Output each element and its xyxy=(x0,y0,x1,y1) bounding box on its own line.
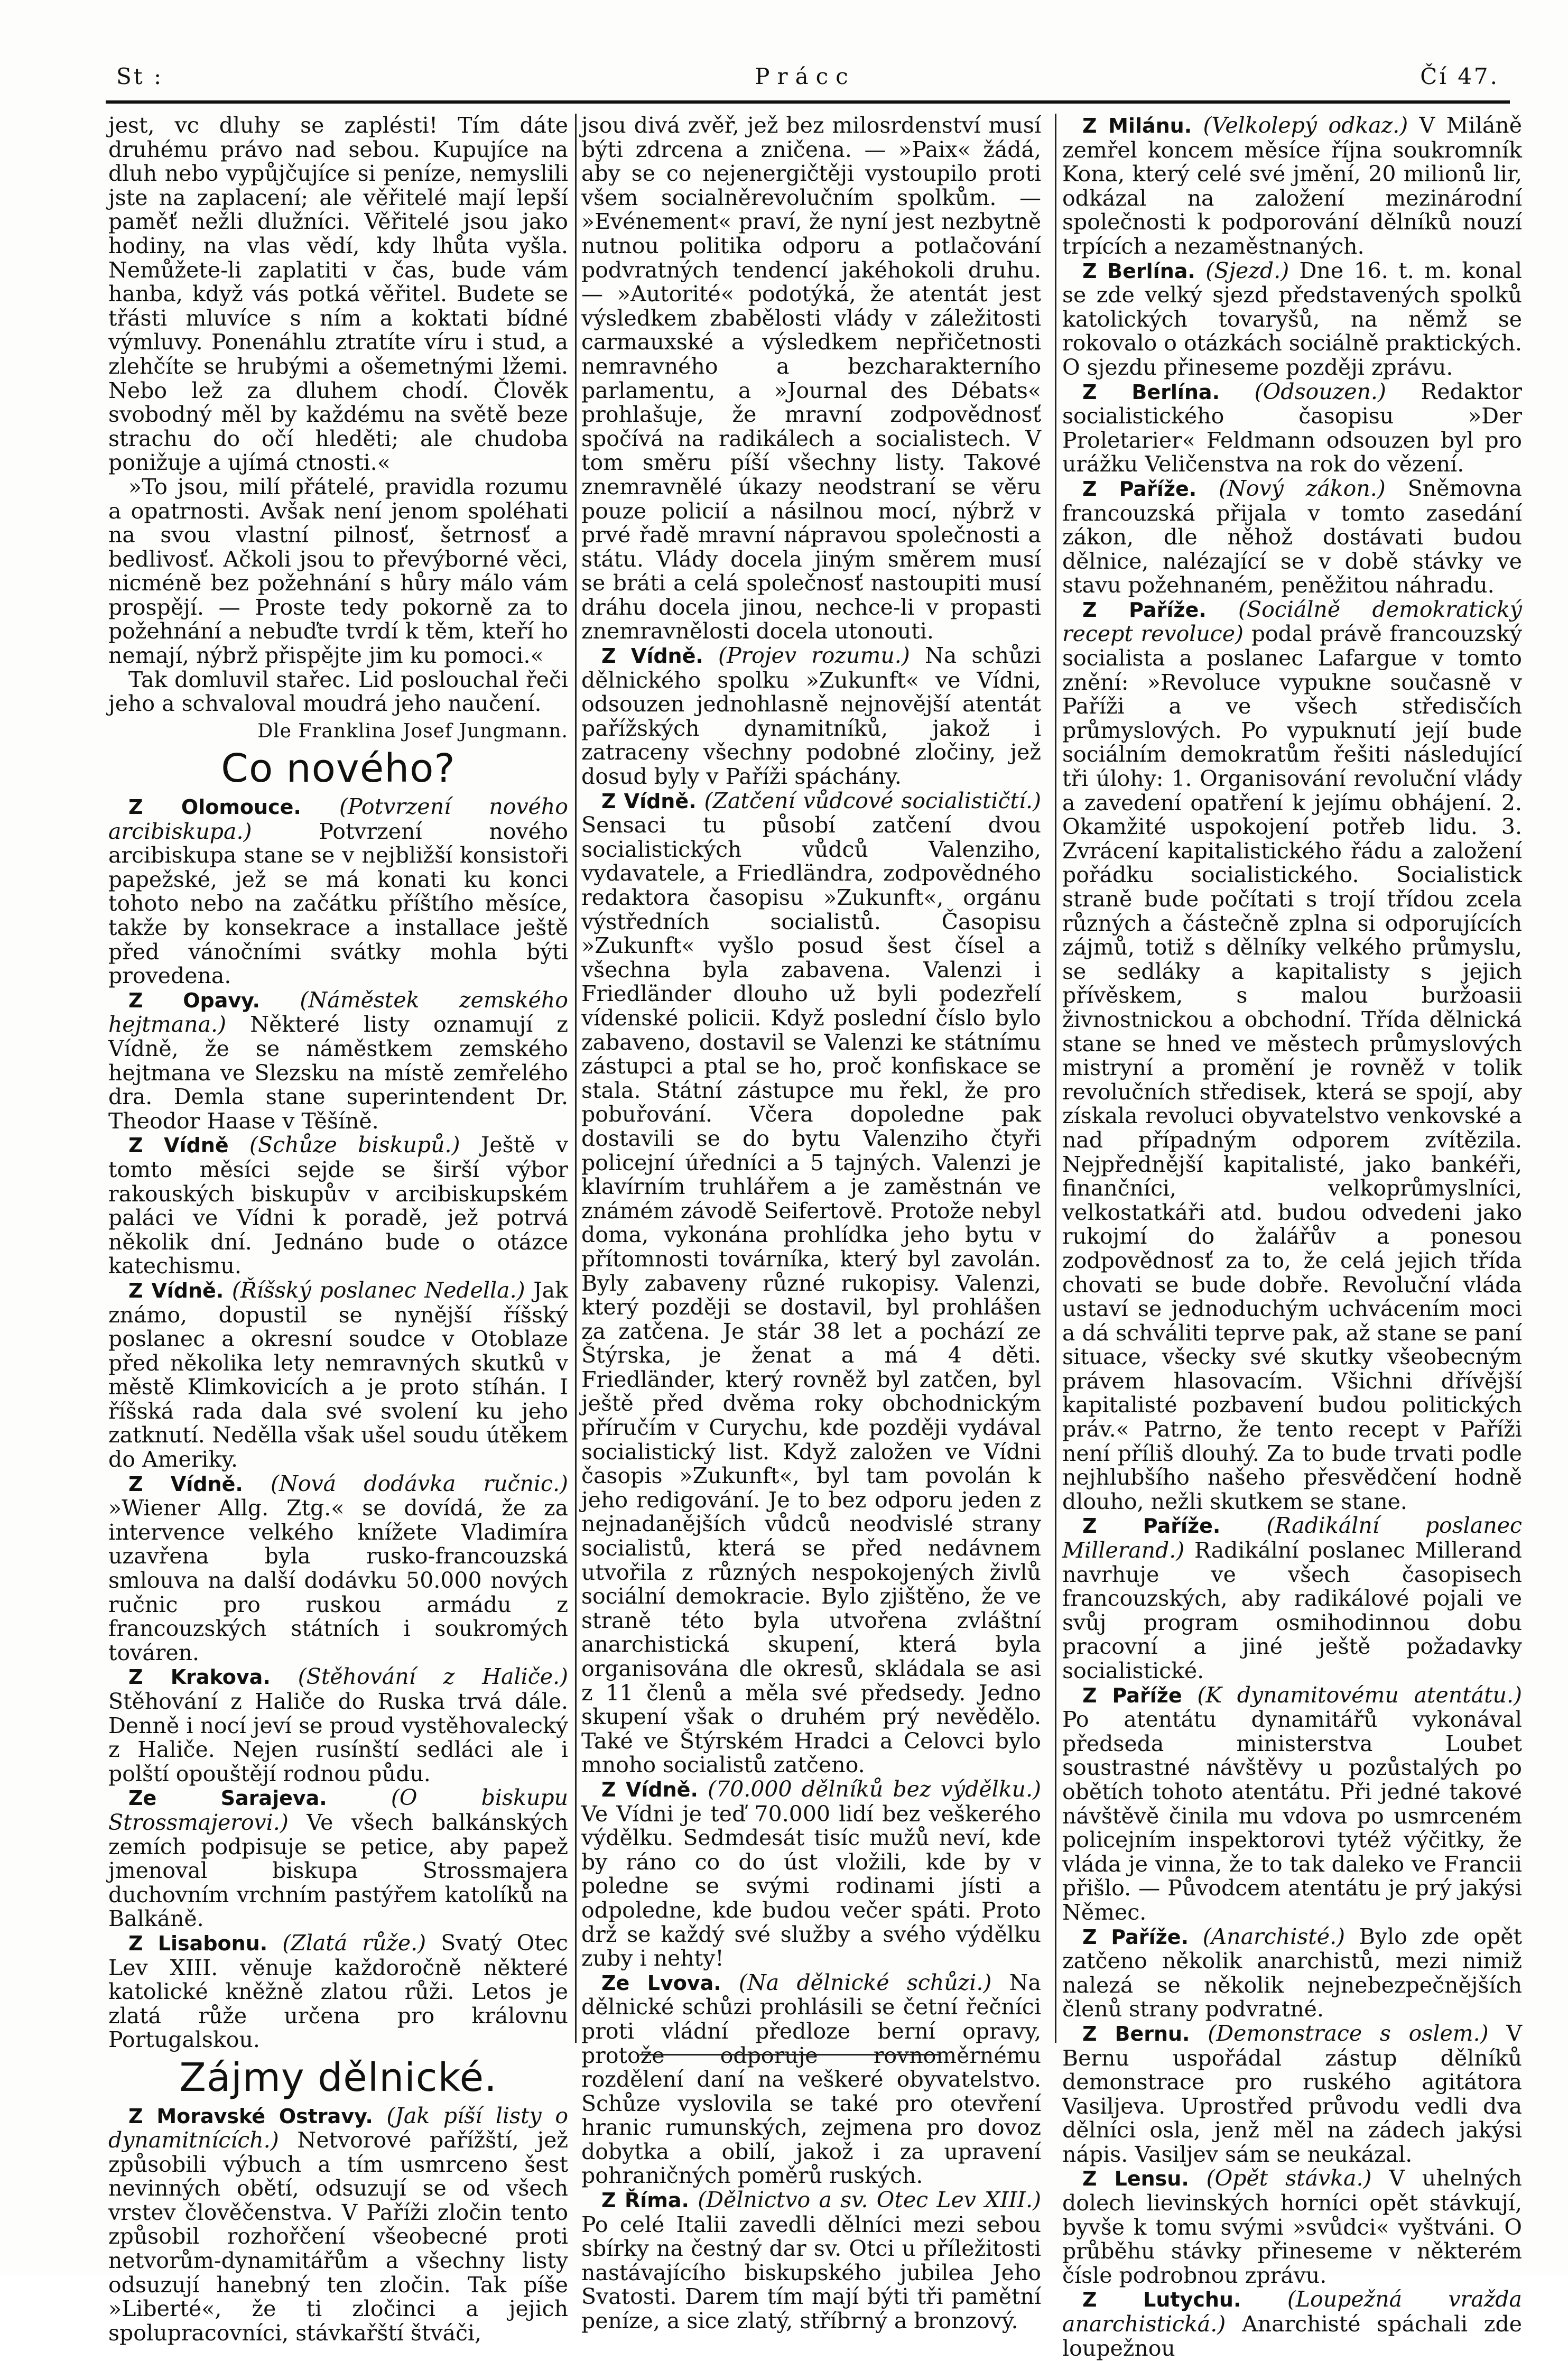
news-item xyxy=(1062,477,1522,598)
news-text: Po atentátu dynamitářů vykonával předseda ministerstva Loubet soustrastné návštěvy u pozůstalých po obětích tohoto atentátu. Při jedné takové návštěvě činila mu vdova po usmrceném policejním inspektorovi tytéž výčitky, že vláda je vinna, že to tak daleko ve Francii přišlo. — Původcem atentátu je prý jakýsi Němec. xyxy=(1062,1707,1522,1925)
news-item xyxy=(581,644,1041,789)
news-subtitle: (Radikální poslanec Millerand.) xyxy=(1062,1513,1522,1563)
news-item xyxy=(1062,2288,1522,2360)
news-place: Z Vídně. xyxy=(601,789,697,813)
news-item xyxy=(1062,1925,1522,2022)
news-text: Redaktor socialistického časopisu »Der Proletarier« Feldmann odsouzen byl pro urážku Veličenstva na rok do vězení. xyxy=(1062,378,1522,477)
story-credit: Dle Franklina Josef Jungmann. xyxy=(257,720,568,742)
news-text: Po celé Italii zavedli dělníci mezi sebou sbírky na čestný dar sv. Otci u příležitosti nastávajícího biskupského jubilea Jeho Svatosti. Darem tím mají býti tři pamětní peníze, a sice zlatý, stříbrný a bronzový. xyxy=(581,2211,1041,2334)
news-subtitle: (Nový zákon.) xyxy=(1219,475,1386,501)
news-place: Z Vídně. xyxy=(601,644,703,668)
news-subtitle: (Říšský poslanec Nedella.) xyxy=(231,1277,525,1303)
news-place: Z Vídně. xyxy=(128,1279,224,1302)
news-item xyxy=(108,795,568,988)
news-place: Z Opavy. xyxy=(128,988,260,1012)
news-text: Sensaci tu působí zatčení dvou socialistických vůdců Valenziho, vydavatele, a Friedländra, zodpovědného redaktora časopisu »Zukunft«, orgánu výstředních socialistů. Časopisu »Zukunft« vyšlo posud šest čísel a všechna byla zabavena. Valenzi i Friedländer dlouho už byli podezřelí vídenské policii. Když poslední číslo bylo zabaveno, dostavil se Valenzi ke státnímu zástupci a ptal se ho, proč konfiskace se stala. Státní zástupce mu řekl, že pro pobuřování. Včera dopoledne pak dostavili se do bytu Valenziho čtyři policejní úředníci a 5 tajných. Valenzi je klavírním truhlářem a je zaměstnán ve známém závodě Seifertově. Protože nebyl doma, vykonána prohlídka jeho bytu v přítomnosti továrníka, který byl zavolán. Byly zabaveny různé rukopisy. Valenzi, který později se dostavil, byl prohlášen za zatčena. Je stár 38 let a pochází ze Štýrska, je ženat a má 4 děti. Friedländer, který rovněž byl zatčen, byl ještě před dvěma roky obchodnickým příručím v Curychu, kde později vydával socialistický list. Když založen ve Vídni časopis »Zukunft«, byl tam povolán k jeho redigování. Je to bez odporu jeden z nejnadanějších vůdců neodvislé strany socialistů, která se před nedávnem utvořila z různých nespokojených živlů sociální demokracie. Bylo zjištěno, že ve straně této byla utvořena zvláštní anarchistická skupení, která byla organisována dle okresů, skládala se asi z 11 členů a měla své předsedy. Jedno skupení však o druhém prý nevědělo. Také ve Štýrském Hradci a Celovci bylo mnoho socialistů zatčeno. xyxy=(581,812,1041,1778)
news-place: Z Lisabonu. xyxy=(128,1931,268,1955)
column-3 xyxy=(1062,114,1522,2360)
news-item xyxy=(581,1971,1041,2188)
news-subtitle: (Schůze biskupů.) xyxy=(249,1132,460,1158)
news-text: Některé listy oznamují z Vídně, že se náměstkem zemského hejtmana ve Slezsku na místě zemřelého dra. Demla stane superintendent Dr. Theodor Haase v Těšíně. xyxy=(108,1012,568,1134)
section-heading-labor: Zájmy dělnické. xyxy=(179,2054,497,2100)
newspaper-title: Prácc xyxy=(755,63,856,89)
news-item xyxy=(108,1279,568,1472)
news-subtitle: (O biskupu Strossmajerovi.) xyxy=(108,1785,568,1835)
news-subtitle: (Zlatá růže.) xyxy=(282,1930,426,1956)
news-text: V Bernu uspořádal zástup dělníků demonstrace pro ruského agitátora Vasiljeva. Uprostřed průvodu vedli dva dělníci osla, jenž měl na zádech jakýsi nápis. Vasiljev sám se neukázal. xyxy=(1062,2020,1522,2167)
news-place: Z Vídně. xyxy=(601,1777,698,1801)
news-place: Z Bernu. xyxy=(1082,2022,1190,2045)
column-divider xyxy=(575,114,577,2043)
column-2 xyxy=(581,114,1041,2334)
column-1 xyxy=(108,114,568,2345)
news-item xyxy=(108,2104,568,2346)
news-place: Z Vídně. xyxy=(128,1472,243,1496)
news-place: Z Berlína. xyxy=(1082,380,1220,404)
news-subtitle: (Odsouzen.) xyxy=(1254,378,1386,404)
news-item xyxy=(108,1931,568,2052)
news-place: Z Berlína. xyxy=(1082,259,1195,283)
news-place: Z Krakova. xyxy=(128,1665,271,1689)
news-place: Z Lutychu. xyxy=(1082,2288,1241,2312)
news-text: V uhelných dolech lievinských horníci opět stávkují, byvše k tomu svými »svůdci« vyštváni. O průběhu stávky přineseme v některém čísle podrobnou zprávu. xyxy=(1062,2165,1522,2288)
news-item xyxy=(108,1786,568,1931)
news-place: Z Paříže xyxy=(1082,1683,1182,1707)
news-text: Svatý Otec Lev XIII. věnuje každoročně některé katolické kněžně zlatou růži. Letos je zlatá růže určena pro královnu Portugalskou. xyxy=(108,1930,568,2053)
news-subtitle: (Na dělnické schůzi.) xyxy=(738,1969,992,1995)
story-paragraph: »To jsou, milí přátelé, pravidla rozumu a opatrnosti. Avšak není jenom spoléhati na svou vlastní pilnosť, šetrnosť a bedlivosť. Ačkoli jsou to převýborné věci, nicméně bez požehnání s hůry málo vám prospějí. — Proste tedy pokorně za to požehnání a nebuďte tvrdí k těm, kteří ho nemají, nýbrž přispějte jim ku pomoci.« xyxy=(108,474,568,669)
news-subtitle: (Velkolepý odkaz.) xyxy=(1203,113,1408,138)
end-rule xyxy=(639,2054,941,2056)
news-subtitle: (Sjezd.) xyxy=(1205,257,1289,283)
news-place: Z Paříže. xyxy=(1082,1925,1189,1949)
news-subtitle: (Náměstek zemského hejtmana.) xyxy=(108,987,568,1038)
news-text: Na dělnické schůzi prohlásili se četní řečníci proti vládní předloze berní opravy, protože odporuje rovnoměrnému rozdělení daní na veškeré obyvatelstvo. Schůze vyslovila se také pro otevření hranic rumunských, zejmena pro dovoz dobytka a obilí, jakož i za upravení pohraničných poměrů ruských. xyxy=(581,1969,1041,2189)
news-item xyxy=(581,2188,1041,2334)
news-item xyxy=(1062,259,1522,380)
news-item xyxy=(581,1777,1041,1971)
news-text: Ještě v tomto měsíci sejde se širší výbor rakouských biskupův v arcibiskupském paláci ve Vídni k poradě, jež potrvá několik dní. Jednáno bude o otázce katechismu. xyxy=(108,1132,568,1279)
news-text: Potvrzení nového arcibiskupa stane se v nejbližší konsistoři papežské, jež se má konati ku konci tohoto nebo na začátku příštího měsíce, takže by konsekrace a installace ještě před vánočními svátky mohla býti provedena. xyxy=(108,818,568,989)
news-text: Stěhování z Haliče do Ruska trvá dále. Denně i nocí jeví se proud vystěhovalecký z Haliče. Nejen rusínští sedláci ale i polští opouštějí rodnou půdu. xyxy=(108,1689,568,1786)
news-text: »Wiener Allg. Ztg.« se dovídá, že za intervence velkého knížete Vladimíra uzavřena byla rusko-francouzská smlouva na další dodávku 50.000 nových ručnic pro ruskou armádu z francouzských státních i soukromých továren. xyxy=(108,1495,568,1665)
news-item xyxy=(1062,2022,1522,2167)
news-item xyxy=(1062,2166,1522,2288)
news-item xyxy=(581,789,1041,1777)
news-item xyxy=(108,988,568,1134)
news-place: Z Paříže. xyxy=(1082,1514,1221,1538)
news-subtitle: (Jak píší listy o dynamitnících.) xyxy=(108,2103,568,2153)
news-subtitle: (Opět stávka.) xyxy=(1206,2165,1372,2191)
news-text: Anarchisté spáchali zde loupežnou xyxy=(1062,2311,1522,2361)
news-text: Dne 16. t. m. konal se zde velký sjezd představených spolků katolických tovaryšů, na němž se rokovalo o otázkách sociálně praktických. O sjezdu přineseme později zprávu. xyxy=(1062,257,1523,380)
news-item xyxy=(1062,598,1522,1514)
news-place: Z Lensu. xyxy=(1082,2167,1189,2191)
news-item xyxy=(108,1665,568,1786)
news-subtitle: (Stěhování z Haliče.) xyxy=(298,1664,568,1690)
news-place: Ze Lvova. xyxy=(601,1971,721,1995)
story-paragraph: Tak domluvil stařec. Lid poslouchal řeči jeho a schvaloval moudrá jeho naučení. xyxy=(108,666,568,717)
news-text: V Miláně zemřel koncem měsíce října soukromník Kona, který celé své jmění, 20 milionů lir, odkázal na založení mezinárodní společnosti k podporování dělníků nouzí trpících a nezaměstnaných. xyxy=(1062,113,1522,259)
news-subtitle: (Demonstrace s oslem.) xyxy=(1208,2020,1489,2046)
news-item xyxy=(108,1133,568,1279)
story-paragraph: jest, vc dluhy se zaplésti! Tím dáte druhému právo nad sebou. Kupujíce na dluh nebo vypůjčujíce si peníze, nemyslili jste na zaplacení; ale věřitelé mají lepší paměť nežli dlužníci. Věřitelé jsou jako hodiny, na vlas vědí, kdy lhůta vyšla. Nemůžete-li zaplatiti v čas, bude vám hanba, když vás potká věřitel. Budete se třásti mluvíce s ním a koktati bídné výmluvy. Ponenáhlu ztratíte víru i stud, a zlehčíte se hrubými a ošemetnými lžemi. Nebo lež za dluhem chodí. Člověk svobodný měl by každému na světě beze strachu do očí hleděti; ale chudoba ponižuje a ujímá ctnosti.« xyxy=(108,113,568,476)
news-text: Bylo zde opět zatčeno několik anarchistů, mezi nimiž nalezá se několik nejnebezpečnějších členů strany podvratné. xyxy=(1062,1923,1522,2022)
page-header xyxy=(106,63,1505,100)
section-heading-news: Co nového? xyxy=(221,746,456,792)
news-subtitle: (Anarchisté.) xyxy=(1202,1923,1346,1949)
issue-number: Čí 47. xyxy=(1420,63,1499,89)
news-place: Z Paříže. xyxy=(1082,477,1197,501)
continued-text: jsou divá zvěř, jež bez milosrdenství musí býti zdrcena a zničena. — »Paix« žádá, aby se co nejenergičtěji vystoupilo proti všem socialněrevolučním spolkům. — »Evénement« praví, že nyní jest nezbytně nutnou politika odporu a potlačování podvratných tendencí jakéhokoli druhu. — »Autorité« podotýká, že atentát jest výsledkem zbabělosti vlády v záležitosti carmauxské a výsledkem nepřičetnosti nemravného a bezcharakterního parlamentu, a »Journal des Débats« prohlašuje, že mravní zodpovědnosť spočívá na radikálech a socialistech. V tom směru píší všechny listy. Takové znemravnělé úkazy neodstraní se věru pouze policií a násilnou mocí, nýbrž v prvé řadě mravní nápravou společnosti a státu. Vlády docela jiným směrem musí se bráti a celá společnosť nastoupiti musí dráhu docela jinou, nechce-li v propasti znemravnělosti docela utonouti. xyxy=(581,113,1041,644)
news-text: Na schůzi dělnického spolku »Zukunft« ve Vídni, odsouzen jednohlasně nejnovější atentát pařížských dynamitníků, jakož i zatraceny všechny podobné zločiny, jež dosud byly v Paříži spáchány. xyxy=(581,643,1041,790)
news-item xyxy=(1062,1683,1522,1925)
news-item xyxy=(1062,1514,1522,1683)
news-subtitle: (K dynamitovému atentátu.) xyxy=(1197,1682,1522,1708)
news-subtitle: (Dělnictvo a sv. Otec Lev XIII.) xyxy=(698,2187,1041,2213)
news-place: Ze Sarajeva. xyxy=(128,1786,327,1810)
news-subtitle: (Zatčení vůdcové socialističtí.) xyxy=(704,788,1041,813)
news-place: Z Paříže. xyxy=(1082,598,1207,622)
header-rule xyxy=(106,100,1510,104)
news-text: podal právě francouzský socialista a poslanec Lafargue v tomto znění: »Revoluce vypukne současně v Paříži a ve všech středisčích průmyslových. Po vypuknutí její bude sociálním demokratům řešiti následující tři úlohy: 1. Organisování revoluční vlády a zavedení opatření k jejímu obhájení. 2. Okamžité uspokojení potřeb lidu. 3. Zvrácení kapitalistického řádu a založení pořádku socialistického. Socialistick straně bude počítati s trojí třídou zcela různých a částečně zplna si odporujících zájmů, totiž s dělníky velkého průmyslu, se sedláky a kapitalisty s jejich přívěskem, s malou buržoasii živnostnickou a obchodní. Třída dělnická stane se hned ve městech průmyslových mistryní a promění je rovněž v tolik revolučních středisek, která se spojí, aby získala revoluci obyvatelstvo venkovské a nad případným odporem zvítězila. Nejpřednější kapitalisté, jako bankéři, finančníci, velkoprůmyslníci, velkostatkáři atd. budou odvedeni jako rukojmí do žalářův a ponesou zodpovědnosť za to, že celá jejich třída chovati se bude dobře. Revoluční vláda ustaví se jednoduchým uchvácením moci a dá schváliti teprve pak, až stane se paní situace, všecky své skutky všeobecným právem hlasovacím. Všichni dřívější kapitalisté pozbavení budou politických práv.« Patrno, že tento recept v Paříži není příliš dlouhý. Za to bude trvati podle nejhlubšího našeho přesvědčení hodně dlouho, nežli skutkem se stane. xyxy=(1062,621,1522,1514)
news-text: Netvorové pařížští, jež způsobili výbuch a tím usmrceno šest nevinných obětí, odsuzují se od všech vrstev člověčenstva. V Paříži zločin tento způsobil rozhořčení všeobecné proti netvorům-dynamitářům a všechny listy odsuzují hanebný ten zločin. Tak píše »Liberté«, že ti zločinci a jejich spolupracovníci, stávkařští štváči, xyxy=(108,2127,568,2346)
news-subtitle: (Loupežná vražda anarchistická.) xyxy=(1062,2286,1522,2337)
news-place: Z Olomouce. xyxy=(128,795,301,819)
news-text: Ve Vídni je teď 70.000 lidí bez veškerého výdělku. Sedmdesát tisíc mužů neví, kde by ráno co do úst vložili, kde by v poledne se svými rodinami jísti a odpoledne, kde budou večer spáti. Proto drž se každý své služby a svého výdělku zuby i nehty! xyxy=(581,1801,1041,1971)
news-item xyxy=(1062,114,1522,259)
page-number: St : xyxy=(116,63,164,89)
news-subtitle: (70.000 dělníků bez výdělku.) xyxy=(708,1776,1041,1802)
news-subtitle: (Potvrzení nového arcibiskupa.) xyxy=(108,794,568,844)
news-text: Radikální poslanec Millerand navrhuje ve všech časopisech francouzských, aby radikálové pojali ve svůj program osmihodinnou dobu pracovní a jiné ještě požadavky socialistické. xyxy=(1062,1538,1522,1683)
news-subtitle: (Nová dodávka ručnic.) xyxy=(270,1470,568,1496)
news-place: Z Vídně xyxy=(128,1134,229,1158)
news-subtitle: (Projev rozumu.) xyxy=(718,643,910,669)
column-divider xyxy=(1055,114,1056,2043)
news-place: Z Moravské Ostravy. xyxy=(128,2104,373,2128)
news-place: Z Milánu. xyxy=(1082,114,1192,137)
news-item xyxy=(1062,380,1522,477)
news-text: Sněmovna francouzská přijala v tomto zasedání zákon, dle něhož dostávati budou dělnice, nalézající se v době stávky ve stavu požehnaném, peněžitou náhradu. xyxy=(1062,475,1522,598)
news-subtitle: (Sociálně demokratický recept revoluce) xyxy=(1062,596,1522,647)
news-place: Z Říma. xyxy=(601,2189,689,2212)
news-text: Jak známo, dopustil se nynější říšský poslanec a okresní soudce v Otoblaze před několika lety nemravných skutků v městě Klimkovicích a je proto stíhán. I říšská rada dala své svolení ku jeho zatknutí. Nedělla však ušel soudu útěkem do Ameriky. xyxy=(108,1277,568,1473)
news-text: Ve všech balkánských zemích podpisuje se petice, aby papež jmenoval biskupa Strossmajera duchovním vrchním pastýřem katolíků na Balkáně. xyxy=(108,1809,568,1932)
news-item xyxy=(108,1472,568,1665)
